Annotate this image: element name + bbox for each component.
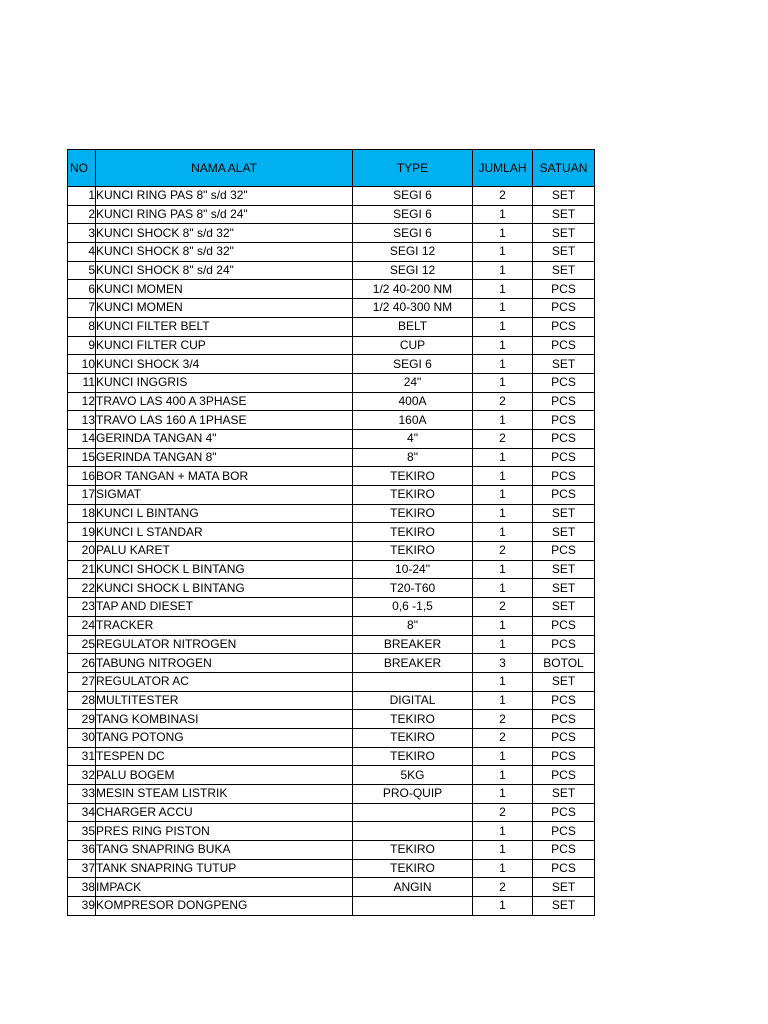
row-name: REGULATOR NITROGEN — [96, 635, 353, 654]
row-qty: 2 — [473, 542, 533, 561]
row-name: KUNCI MOMEN — [96, 280, 353, 299]
table-row — [68, 691, 595, 710]
row-name: TAP AND DIESET — [96, 598, 353, 617]
row-qty: 1 — [473, 280, 533, 299]
table-row — [68, 598, 595, 617]
table-row — [68, 280, 595, 299]
row-unit: SET — [533, 187, 595, 206]
row-qty: 1 — [473, 243, 533, 262]
row-qty: 2 — [473, 878, 533, 897]
row-name: TRACKER — [96, 616, 353, 635]
header-unit: SATUAN — [533, 150, 595, 187]
row-no: 14 — [68, 429, 96, 448]
row-unit: SET — [533, 224, 595, 243]
row-no: 17 — [68, 486, 96, 505]
row-name: KOMPRESOR DONGPENG — [96, 897, 353, 916]
row-type: SEGI 6 — [353, 187, 473, 206]
row-type: PRO-QUIP — [353, 785, 473, 804]
table-row — [68, 411, 595, 430]
row-no: 4 — [68, 243, 96, 262]
row-type: 400A — [353, 392, 473, 411]
row-name: KUNCI SHOCK 3/4 — [96, 355, 353, 374]
row-type: SEGI 12 — [353, 243, 473, 262]
row-type: TEKIRO — [353, 747, 473, 766]
row-qty: 1 — [473, 224, 533, 243]
row-name: TANG SNAPRING BUKA — [96, 841, 353, 860]
row-unit: SET — [533, 504, 595, 523]
row-unit: PCS — [533, 486, 595, 505]
row-no: 5 — [68, 261, 96, 280]
row-no: 27 — [68, 672, 96, 691]
table-row — [68, 392, 595, 411]
row-type: 160A — [353, 411, 473, 430]
row-qty: 1 — [473, 205, 533, 224]
row-no: 3 — [68, 224, 96, 243]
row-qty: 1 — [473, 355, 533, 374]
row-unit: PCS — [533, 280, 595, 299]
row-unit: SET — [533, 261, 595, 280]
row-type: 8" — [353, 448, 473, 467]
row-type: SEGI 6 — [353, 224, 473, 243]
row-unit: PCS — [533, 616, 595, 635]
row-unit: SET — [533, 560, 595, 579]
row-qty: 1 — [473, 616, 533, 635]
row-unit: SET — [533, 579, 595, 598]
row-name: MESIN STEAM LISTRIK — [96, 785, 353, 804]
row-no: 19 — [68, 523, 96, 542]
row-unit: PCS — [533, 448, 595, 467]
row-qty: 2 — [473, 429, 533, 448]
row-qty: 1 — [473, 766, 533, 785]
row-qty: 1 — [473, 317, 533, 336]
table-row — [68, 710, 595, 729]
table-row — [68, 654, 595, 673]
row-name: KUNCI MOMEN — [96, 299, 353, 318]
table-header — [68, 150, 595, 187]
row-type: TEKIRO — [353, 504, 473, 523]
row-no: 33 — [68, 785, 96, 804]
row-no: 26 — [68, 654, 96, 673]
row-type: 1/2 40-200 NM — [353, 280, 473, 299]
table-row — [68, 878, 595, 897]
row-no: 37 — [68, 859, 96, 878]
row-no: 23 — [68, 598, 96, 617]
row-type: 24" — [353, 373, 473, 392]
row-qty: 1 — [473, 523, 533, 542]
row-unit: PCS — [533, 691, 595, 710]
row-type: TEKIRO — [353, 523, 473, 542]
row-type: BELT — [353, 317, 473, 336]
header-qty: JUMLAH — [473, 150, 533, 187]
row-qty: 1 — [473, 299, 533, 318]
row-name: TESPEN DC — [96, 747, 353, 766]
row-unit: SET — [533, 878, 595, 897]
row-qty: 1 — [473, 635, 533, 654]
row-type: TEKIRO — [353, 542, 473, 561]
row-qty: 2 — [473, 803, 533, 822]
row-type — [353, 672, 473, 691]
row-no: 11 — [68, 373, 96, 392]
row-no: 36 — [68, 841, 96, 860]
row-no: 2 — [68, 205, 96, 224]
row-unit: PCS — [533, 392, 595, 411]
row-type: TEKIRO — [353, 710, 473, 729]
row-name: KUNCI RING PAS 8" s/d 24" — [96, 205, 353, 224]
row-name: MULTITESTER — [96, 691, 353, 710]
row-type: BREAKER — [353, 635, 473, 654]
table-row — [68, 560, 595, 579]
row-name: KUNCI SHOCK 8" s/d 32" — [96, 243, 353, 262]
row-unit: SET — [533, 672, 595, 691]
row-unit: PCS — [533, 635, 595, 654]
row-type: DIGITAL — [353, 691, 473, 710]
row-type: SEGI 12 — [353, 261, 473, 280]
table-row — [68, 261, 595, 280]
row-no: 32 — [68, 766, 96, 785]
row-unit: SET — [533, 598, 595, 617]
row-type: 4" — [353, 429, 473, 448]
header-type: TYPE — [353, 150, 473, 187]
row-no: 13 — [68, 411, 96, 430]
row-unit: PCS — [533, 299, 595, 318]
table-row — [68, 747, 595, 766]
header-name: NAMA ALAT — [96, 150, 353, 187]
table-row — [68, 523, 595, 542]
row-name: KUNCI INGGRIS — [96, 373, 353, 392]
table-row — [68, 859, 595, 878]
row-no: 28 — [68, 691, 96, 710]
table-row — [68, 467, 595, 486]
row-unit: SET — [533, 897, 595, 916]
row-no: 12 — [68, 392, 96, 411]
row-qty: 1 — [473, 672, 533, 691]
row-no: 25 — [68, 635, 96, 654]
row-qty: 2 — [473, 598, 533, 617]
row-no: 8 — [68, 317, 96, 336]
row-type — [353, 897, 473, 916]
row-unit: PCS — [533, 747, 595, 766]
row-unit: SET — [533, 205, 595, 224]
row-no: 15 — [68, 448, 96, 467]
table-row — [68, 504, 595, 523]
row-name: GERINDA TANGAN 4" — [96, 429, 353, 448]
row-type: TEKIRO — [353, 467, 473, 486]
row-name: KUNCI FILTER CUP — [96, 336, 353, 355]
row-no: 38 — [68, 878, 96, 897]
table-row — [68, 785, 595, 804]
table-row — [68, 822, 595, 841]
row-no: 10 — [68, 355, 96, 374]
row-name: PALU KARET — [96, 542, 353, 561]
row-no: 18 — [68, 504, 96, 523]
row-name: GERINDA TANGAN 8" — [96, 448, 353, 467]
row-name: TANG POTONG — [96, 728, 353, 747]
table-row — [68, 299, 595, 318]
row-qty: 1 — [473, 822, 533, 841]
row-qty: 1 — [473, 373, 533, 392]
row-name: KUNCI L BINTANG — [96, 504, 353, 523]
row-qty: 1 — [473, 859, 533, 878]
row-unit: PCS — [533, 411, 595, 430]
row-no: 24 — [68, 616, 96, 635]
row-type: TEKIRO — [353, 859, 473, 878]
row-name: KUNCI SHOCK L BINTANG — [96, 560, 353, 579]
row-qty: 2 — [473, 187, 533, 206]
row-name: PALU BOGEM — [96, 766, 353, 785]
row-name: TANK SNAPRING TUTUP — [96, 859, 353, 878]
row-no: 39 — [68, 897, 96, 916]
row-unit: PCS — [533, 710, 595, 729]
table-row — [68, 205, 595, 224]
table-row — [68, 542, 595, 561]
row-no: 35 — [68, 822, 96, 841]
row-qty: 1 — [473, 897, 533, 916]
row-qty: 1 — [473, 785, 533, 804]
row-qty: 2 — [473, 710, 533, 729]
table-row — [68, 728, 595, 747]
table-row — [68, 635, 595, 654]
row-type: 8" — [353, 616, 473, 635]
row-unit: SET — [533, 355, 595, 374]
row-name: CHARGER ACCU — [96, 803, 353, 822]
row-type: T20-T60 — [353, 579, 473, 598]
row-name: KUNCI SHOCK 8" s/d 32" — [96, 224, 353, 243]
row-type: SEGI 6 — [353, 205, 473, 224]
row-type: TEKIRO — [353, 486, 473, 505]
row-qty: 1 — [473, 560, 533, 579]
row-unit: SET — [533, 523, 595, 542]
row-no: 21 — [68, 560, 96, 579]
tool-inventory-table — [67, 149, 595, 916]
row-no: 29 — [68, 710, 96, 729]
row-no: 16 — [68, 467, 96, 486]
row-type: 5KG — [353, 766, 473, 785]
row-no: 31 — [68, 747, 96, 766]
row-name: TRAVO LAS 160 A 1PHASE — [96, 411, 353, 430]
row-unit: PCS — [533, 336, 595, 355]
row-name: IMPACK — [96, 878, 353, 897]
row-type: TEKIRO — [353, 841, 473, 860]
row-no: 1 — [68, 187, 96, 206]
row-qty: 1 — [473, 448, 533, 467]
row-name: KUNCI SHOCK 8" s/d 24" — [96, 261, 353, 280]
row-unit: PCS — [533, 542, 595, 561]
table-row — [68, 803, 595, 822]
row-name: TANG KOMBINASI — [96, 710, 353, 729]
table-row — [68, 616, 595, 635]
row-no: 20 — [68, 542, 96, 561]
row-no: 22 — [68, 579, 96, 598]
row-no: 7 — [68, 299, 96, 318]
table-row — [68, 672, 595, 691]
table-row — [68, 336, 595, 355]
table-row — [68, 317, 595, 336]
row-qty: 1 — [473, 579, 533, 598]
row-name: KUNCI RING PAS 8" s/d 32" — [96, 187, 353, 206]
row-no: 9 — [68, 336, 96, 355]
table-row — [68, 429, 595, 448]
row-qty: 1 — [473, 261, 533, 280]
row-qty: 1 — [473, 747, 533, 766]
row-type — [353, 803, 473, 822]
table-row — [68, 486, 595, 505]
row-unit: PCS — [533, 841, 595, 860]
row-qty: 3 — [473, 654, 533, 673]
row-qty: 1 — [473, 486, 533, 505]
row-unit: PCS — [533, 859, 595, 878]
table-row — [68, 243, 595, 262]
row-name: BOR TANGAN + MATA BOR — [96, 467, 353, 486]
row-name: TABUNG NITROGEN — [96, 654, 353, 673]
row-unit: PCS — [533, 373, 595, 392]
row-name: KUNCI FILTER BELT — [96, 317, 353, 336]
row-qty: 1 — [473, 411, 533, 430]
row-qty: 1 — [473, 467, 533, 486]
table-row — [68, 448, 595, 467]
row-type: ANGIN — [353, 878, 473, 897]
row-unit: PCS — [533, 317, 595, 336]
table-row — [68, 355, 595, 374]
row-name: KUNCI SHOCK L BINTANG — [96, 579, 353, 598]
row-unit: PCS — [533, 766, 595, 785]
header-no: NO — [68, 150, 96, 187]
table-row — [68, 897, 595, 916]
row-unit: PCS — [533, 822, 595, 841]
row-type: TEKIRO — [353, 728, 473, 747]
row-type: 0,6 -1,5 — [353, 598, 473, 617]
row-no: 6 — [68, 280, 96, 299]
row-qty: 1 — [473, 504, 533, 523]
row-qty: 1 — [473, 691, 533, 710]
row-type: SEGI 6 — [353, 355, 473, 374]
row-qty: 2 — [473, 392, 533, 411]
table-row — [68, 224, 595, 243]
row-type: 1/2 40-300 NM — [353, 299, 473, 318]
row-qty: 1 — [473, 336, 533, 355]
table-row — [68, 187, 595, 206]
row-unit: SET — [533, 243, 595, 262]
row-unit: BOTOL — [533, 654, 595, 673]
row-no: 34 — [68, 803, 96, 822]
header-row — [68, 150, 595, 187]
row-type — [353, 822, 473, 841]
row-name: PRES RING PISTON — [96, 822, 353, 841]
row-name: REGULATOR AC — [96, 672, 353, 691]
row-qty: 2 — [473, 728, 533, 747]
row-unit: PCS — [533, 803, 595, 822]
row-name: SIGMAT — [96, 486, 353, 505]
row-type: CUP — [353, 336, 473, 355]
row-name: KUNCI L STANDAR — [96, 523, 353, 542]
row-unit: PCS — [533, 728, 595, 747]
table-row — [68, 841, 595, 860]
table-body — [68, 187, 595, 916]
row-unit: SET — [533, 785, 595, 804]
table-row — [68, 766, 595, 785]
row-no: 30 — [68, 728, 96, 747]
row-type: BREAKER — [353, 654, 473, 673]
row-unit: PCS — [533, 467, 595, 486]
row-qty: 1 — [473, 841, 533, 860]
table-row — [68, 579, 595, 598]
row-type: 10-24" — [353, 560, 473, 579]
row-name: TRAVO LAS 400 A 3PHASE — [96, 392, 353, 411]
table-row — [68, 373, 595, 392]
row-unit: PCS — [533, 429, 595, 448]
